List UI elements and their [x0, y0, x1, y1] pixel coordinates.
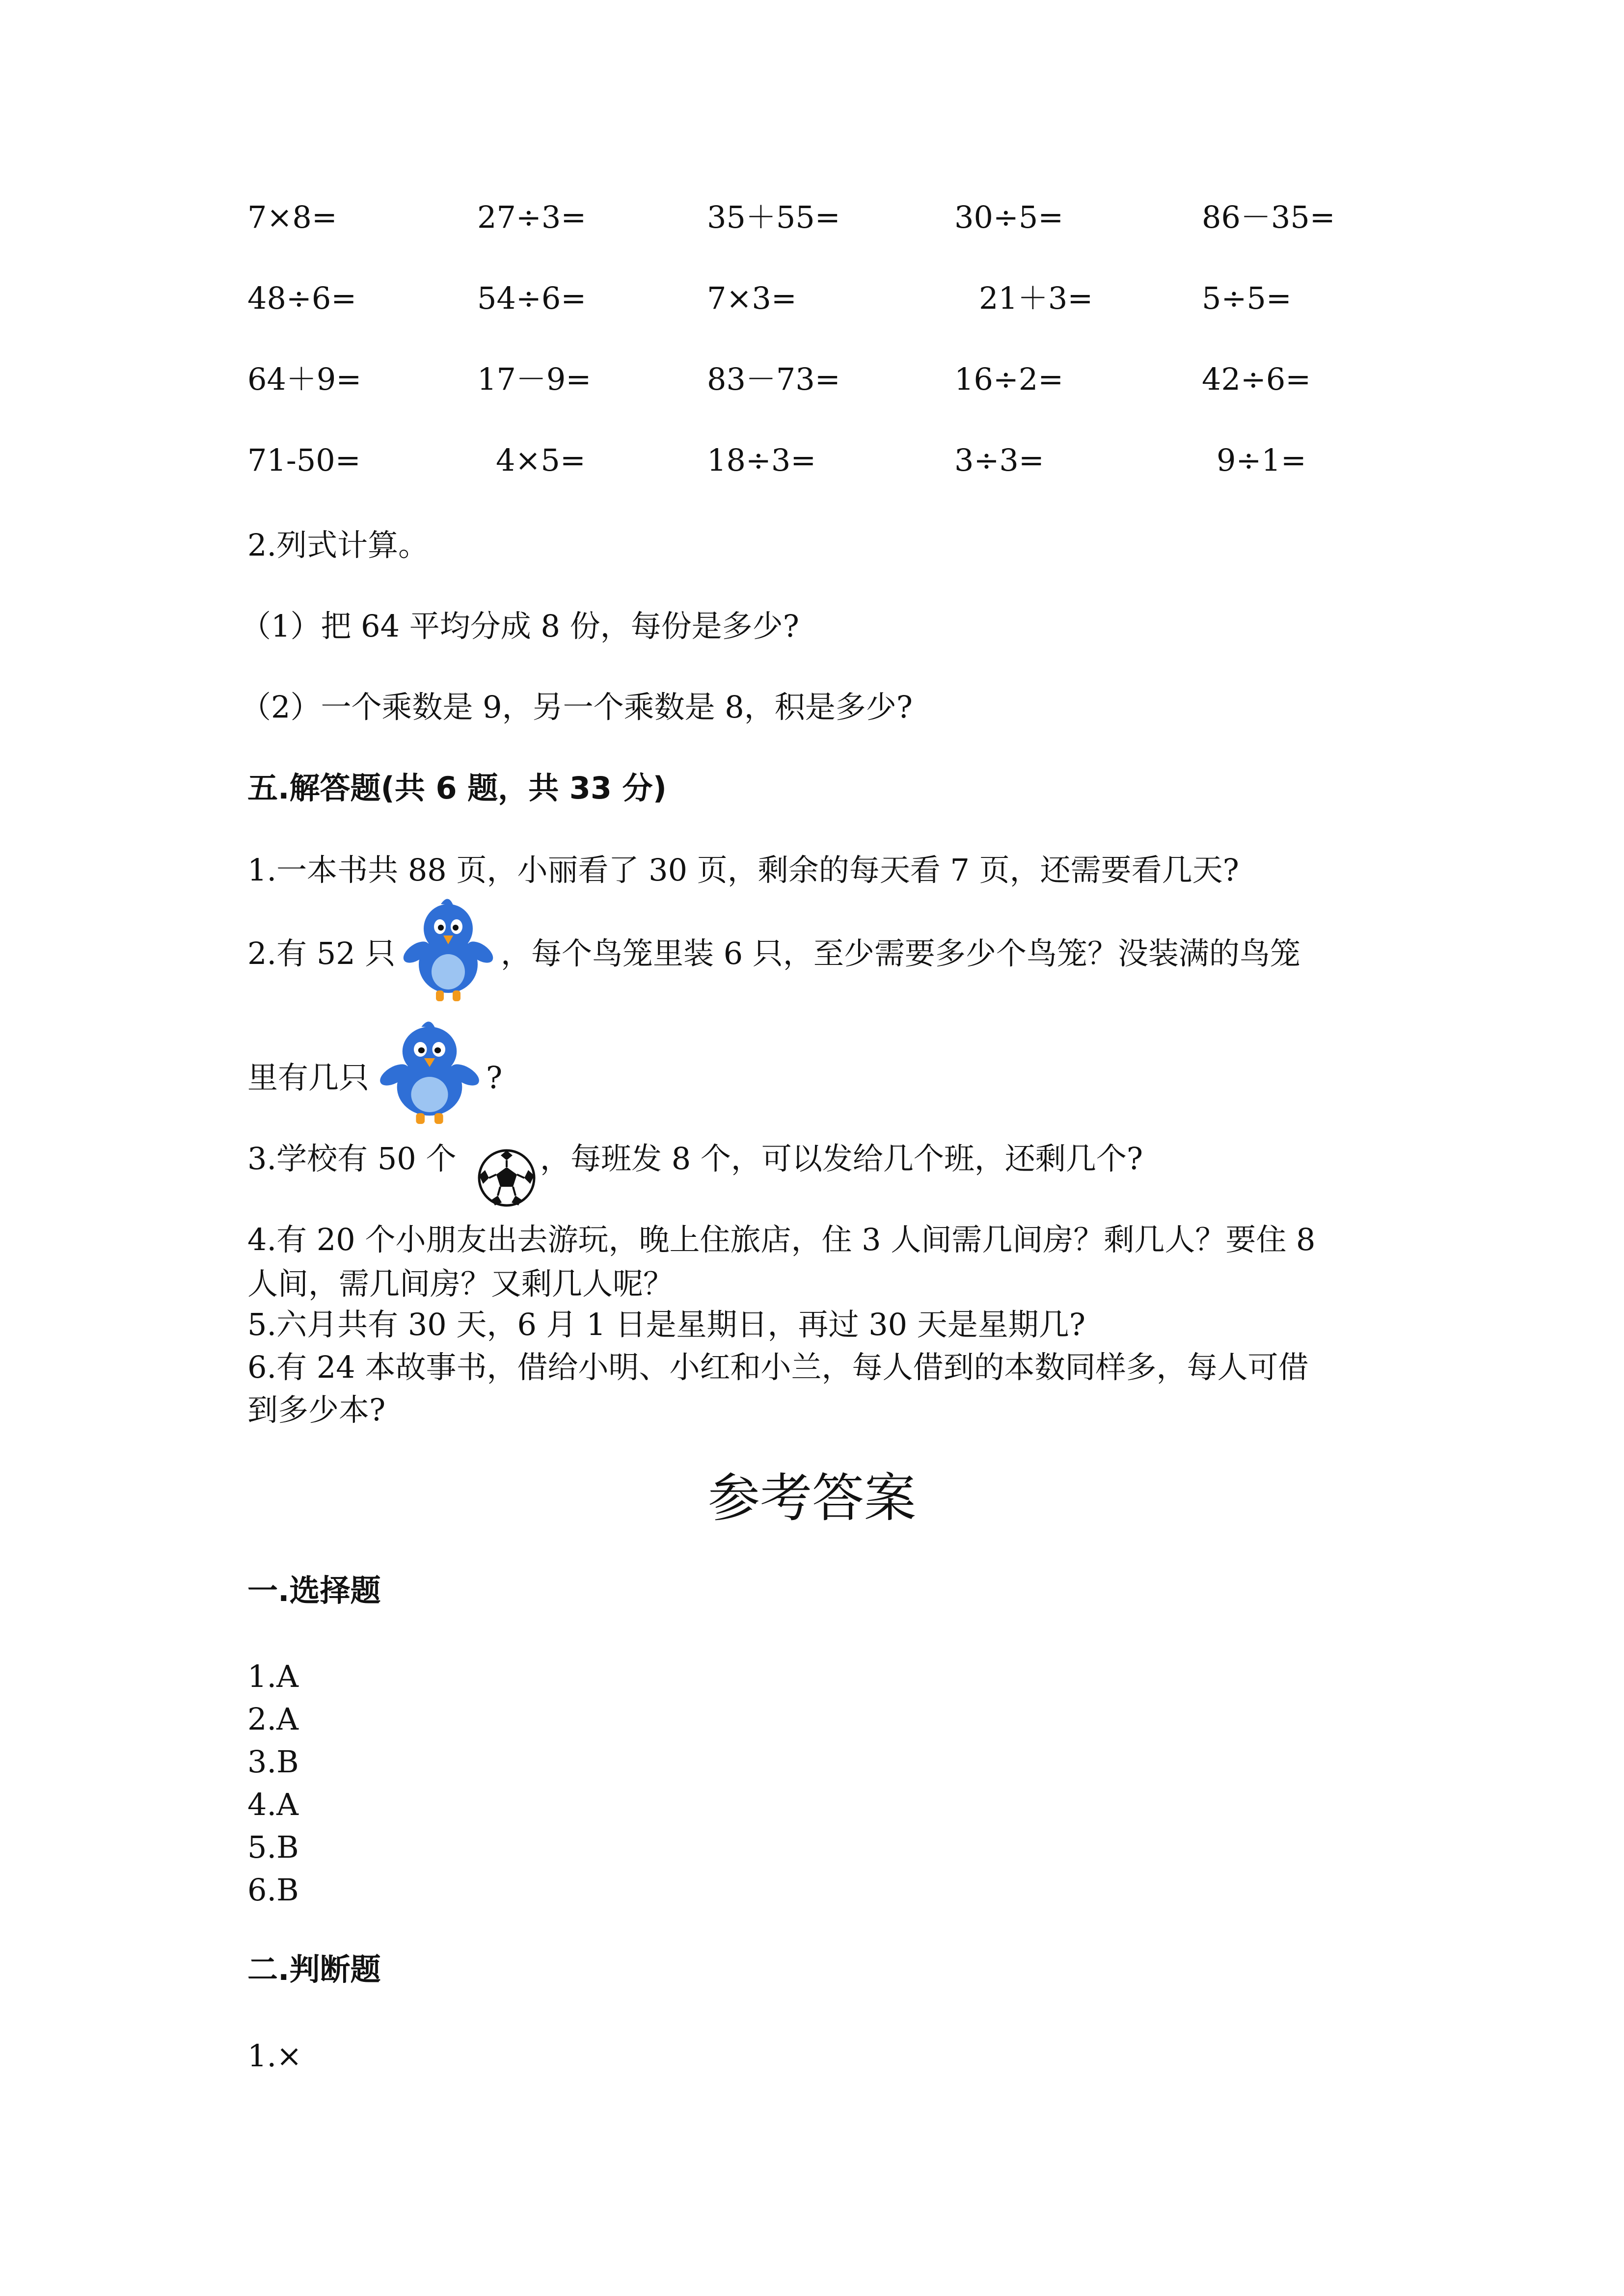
calc-item: 30÷5=: [954, 199, 1064, 235]
calc-item: 7×8=: [247, 199, 337, 235]
bluebird-icon: [378, 1016, 481, 1129]
question-2-part2: ，每个鸟笼里装 6 只，至少需要多少个鸟笼？没装满的鸟笼: [501, 935, 1300, 971]
question-5: 5.六月共有 30 天，6 月 1 日是星期日，再过 30 天是星期几?: [247, 1307, 1086, 1342]
question-3-part1: 3.学校有 50 个: [247, 1141, 457, 1176]
question-2-part1: 2.有 52 只: [247, 935, 396, 971]
question-3-part2: ，每班发 8 个，可以发给几个班，还剩几个?: [540, 1141, 1143, 1176]
question-1: 1.一本书共 88 页，小丽看了 30 页，剩余的每天看 7 页，还需要看几天?: [247, 852, 1239, 888]
answers-section-1-heading: 一.选择题: [247, 1573, 381, 1608]
answer-item: 2.A: [247, 1701, 298, 1737]
calc-item: 3÷3=: [954, 442, 1044, 478]
answer-item: 6.B: [247, 1872, 299, 1908]
answers-title: 参考答案: [708, 1468, 916, 1528]
list-calc-item-2: （2）一个乘数是 9，另一个乘数是 8，积是多少?: [241, 689, 913, 725]
calc-item: 5÷5=: [1202, 280, 1292, 316]
calc-item: 71-50=: [247, 442, 361, 478]
question-6-line1: 6.有 24 本故事书，借给小明、小红和小兰，每人借到的本数同样多，每人可借: [247, 1349, 1309, 1385]
question-6-line2: 到多少本?: [247, 1392, 386, 1428]
answer-item: 1.×: [247, 2038, 302, 2074]
calc-item: 7×3=: [707, 280, 797, 316]
calc-item: 83－73=: [707, 361, 840, 397]
calc-item: 4×5=: [496, 442, 586, 478]
calc-item: 18÷3=: [707, 442, 816, 478]
calc-item: 42÷6=: [1202, 361, 1311, 397]
calc-item: 64＋9=: [247, 361, 362, 397]
calc-item: 17－9=: [477, 361, 592, 397]
calc-item: 9÷1=: [1217, 442, 1306, 478]
answers-section-2-heading: 二.判断题: [247, 1951, 381, 1987]
calc-item: 21＋3=: [979, 280, 1093, 316]
calc-item: 86－35=: [1202, 199, 1335, 235]
question-4-line1: 4.有 20 个小朋友出去游玩，晚上住旅店，住 3 人间需几间房？剩几人？要住 8: [247, 1222, 1316, 1257]
calc-item: 48÷6=: [247, 280, 357, 316]
answer-item: 4.A: [247, 1787, 298, 1822]
bluebird-icon: [402, 893, 495, 1006]
calc-item: 16÷2=: [954, 361, 1064, 397]
answer-item: 1.A: [247, 1658, 298, 1694]
answer-item: 3.B: [247, 1744, 299, 1780]
section-heading-five: 五.解答题(共 6 题，共 33 分): [247, 770, 667, 806]
calc-item: 27÷3=: [477, 199, 587, 235]
section-heading-list-calc: 2.列式计算。: [247, 527, 429, 563]
calc-item: 54÷6=: [477, 280, 587, 316]
question-4-line2: 人间，需几间房？又剩几人呢？: [247, 1266, 674, 1302]
soccer-ball-icon: [477, 1148, 536, 1207]
question-2-part3: 里有几只: [247, 1060, 370, 1095]
calc-item: 35＋55=: [707, 199, 840, 235]
list-calc-item-1: （1）把 64 平均分成 8 份，每份是多少?: [241, 608, 799, 644]
answer-item: 5.B: [247, 1829, 299, 1865]
question-2-part4: ?: [486, 1060, 503, 1095]
